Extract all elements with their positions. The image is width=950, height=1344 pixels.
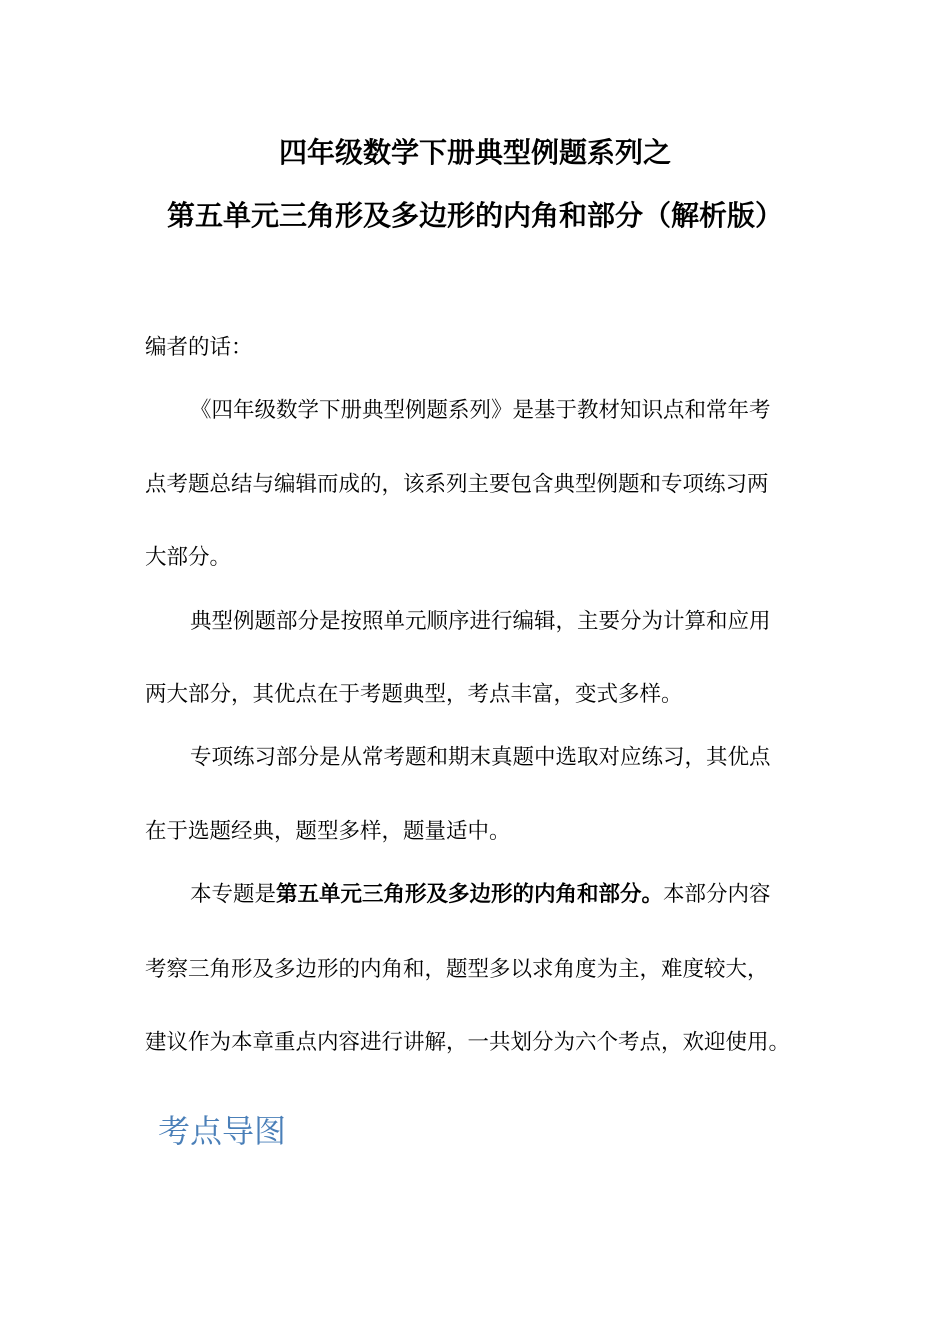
topic-highlight: 第五单元三角形及多边形的内角和部分。 [276, 882, 664, 907]
paragraph-line: 《四年级数学下册典型例题系列》是基于教材知识点和常年考 [190, 398, 771, 423]
paragraph-line: 点考题总结与编辑而成的，该系列主要包含典型例题和专项练习两 [145, 472, 769, 497]
paragraph-line: 两大部分，其优点在于考题典型，考点丰富，变式多样。 [145, 682, 683, 707]
paragraph-line: 考察三角形及多边形的内角和，题型多以求角度为主，难度较大， [145, 957, 769, 982]
section-heading: 考点导图 [158, 1112, 287, 1150]
paragraph-line: 专项练习部分是从常考题和期末真题中选取对应练习，其优点 [190, 745, 771, 770]
paragraph-suffix: 本部分内容 [663, 882, 771, 907]
paragraph-line: 在于选题经典，题型多样，题量适中。 [145, 819, 511, 844]
paragraph-line: 建议作为本章重点内容进行讲解，一共划分为六个考点，欢迎使用。 [145, 1030, 791, 1055]
editor-note-heading: 编者的话： [145, 335, 253, 360]
paragraph-line: 典型例题部分是按照单元顺序进行编辑，主要分为计算和应用 [190, 609, 771, 634]
paragraph-prefix: 本专题是 [190, 882, 277, 907]
document-title-line2: 第五单元三角形及多边形的内角和部分（解析版） [166, 199, 783, 232]
paragraph-line: 大部分。 [145, 545, 232, 570]
document-title-line1: 四年级数学下册典型例题系列之 [278, 136, 671, 169]
paragraph-line [190, 880, 771, 910]
